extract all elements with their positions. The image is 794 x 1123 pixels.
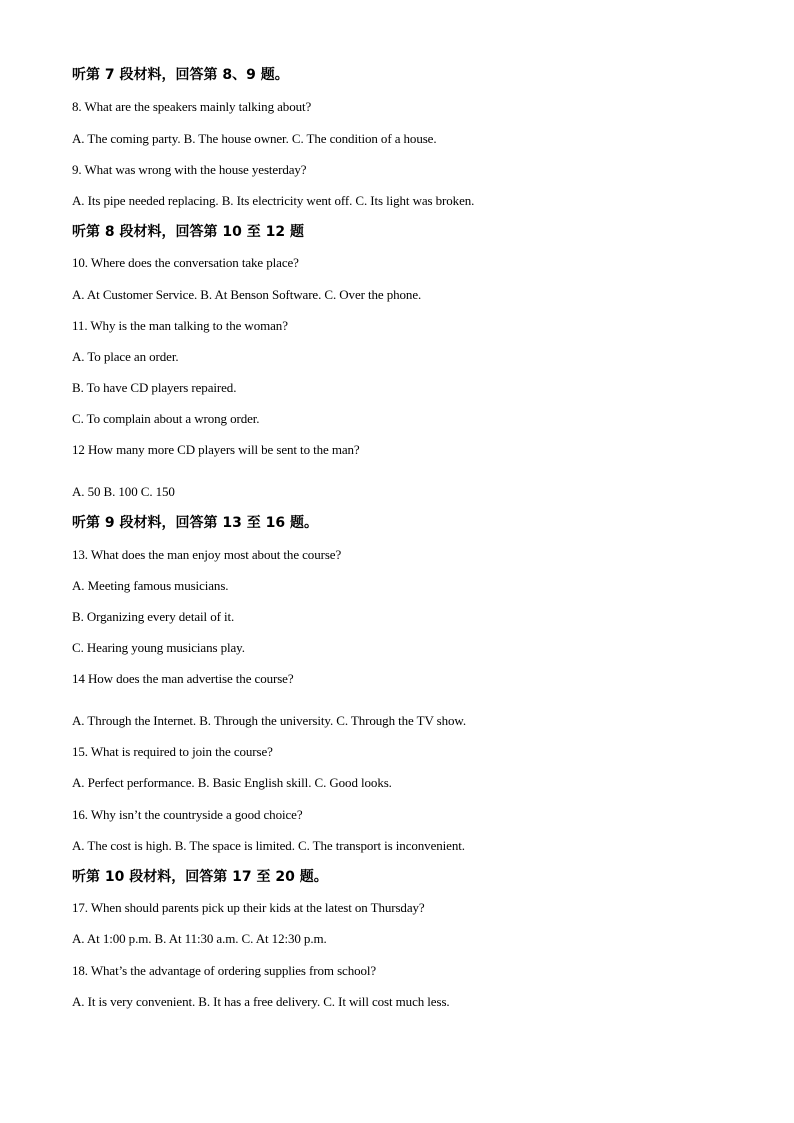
section-heading: 听第 8 段材料，回答第 10 至 12 题 (72, 224, 304, 240)
option-13b: B. Organizing every detail of it. (72, 609, 235, 624)
question-14: 14 How does the man advertise the course? (72, 671, 294, 686)
question-12: 12 How many more CD players will be sent to the man? (72, 442, 360, 457)
question-8: 8. What are the speakers mainly talking about? (72, 99, 312, 114)
question-11: 11. Why is the man talking to the woman? (72, 318, 288, 333)
question-9: 9. What was wrong with the house yesterday? (72, 162, 307, 177)
section-heading: 听第 7 段材料，回答第 8、9 题。 (72, 67, 289, 83)
question-10: 10. Where does the conversation take place? (72, 255, 299, 270)
options-10: A. At Customer Service. B. At Benson Software. C. Over the phone. (72, 287, 422, 302)
options-12: A. 50 B. 100 C. 150 (72, 484, 175, 499)
option-13a: A. Meeting famous musicians. (72, 578, 229, 593)
options-17: A. At 1:00 p.m. B. At 11:30 a.m. C. At 12:30 p.m. (72, 931, 327, 946)
options-16: A. The cost is high. B. The space is limited. C. The transport is inconvenient. (72, 838, 465, 853)
question-16: 16. Why isn’t the countryside a good choice? (72, 807, 303, 822)
question-18: 18. What’s the advantage of ordering supplies from school? (72, 963, 377, 978)
option-13c: C. Hearing young musicians play. (72, 640, 245, 655)
section-heading: 听第 9 段材料，回答第 13 至 16 题。 (72, 515, 318, 531)
options-8: A. The coming party. B. The house owner. C. The condition of a house. (72, 131, 437, 146)
section-heading: 听第 10 段材料，回答第 17 至 20 题。 (72, 869, 328, 885)
option-11a: A. To place an order. (72, 349, 179, 364)
question-13: 13. What does the man enjoy most about the course? (72, 547, 342, 562)
options-9: A. Its pipe needed replacing. B. Its electricity went off. C. Its light was broken. (72, 193, 475, 208)
question-15: 15. What is required to join the course? (72, 744, 273, 759)
option-11c: C. To complain about a wrong order. (72, 411, 260, 426)
options-18: A. It is very convenient. B. It has a free delivery. C. It will cost much less. (72, 994, 450, 1009)
options-15: A. Perfect performance. B. Basic English skill. C. Good looks. (72, 775, 392, 790)
question-17: 17. When should parents pick up their kids at the latest on Thursday? (72, 900, 425, 915)
options-14: A. Through the Internet. B. Through the university. C. Through the TV show. (72, 713, 467, 728)
option-11b: B. To have CD players repaired. (72, 380, 237, 395)
